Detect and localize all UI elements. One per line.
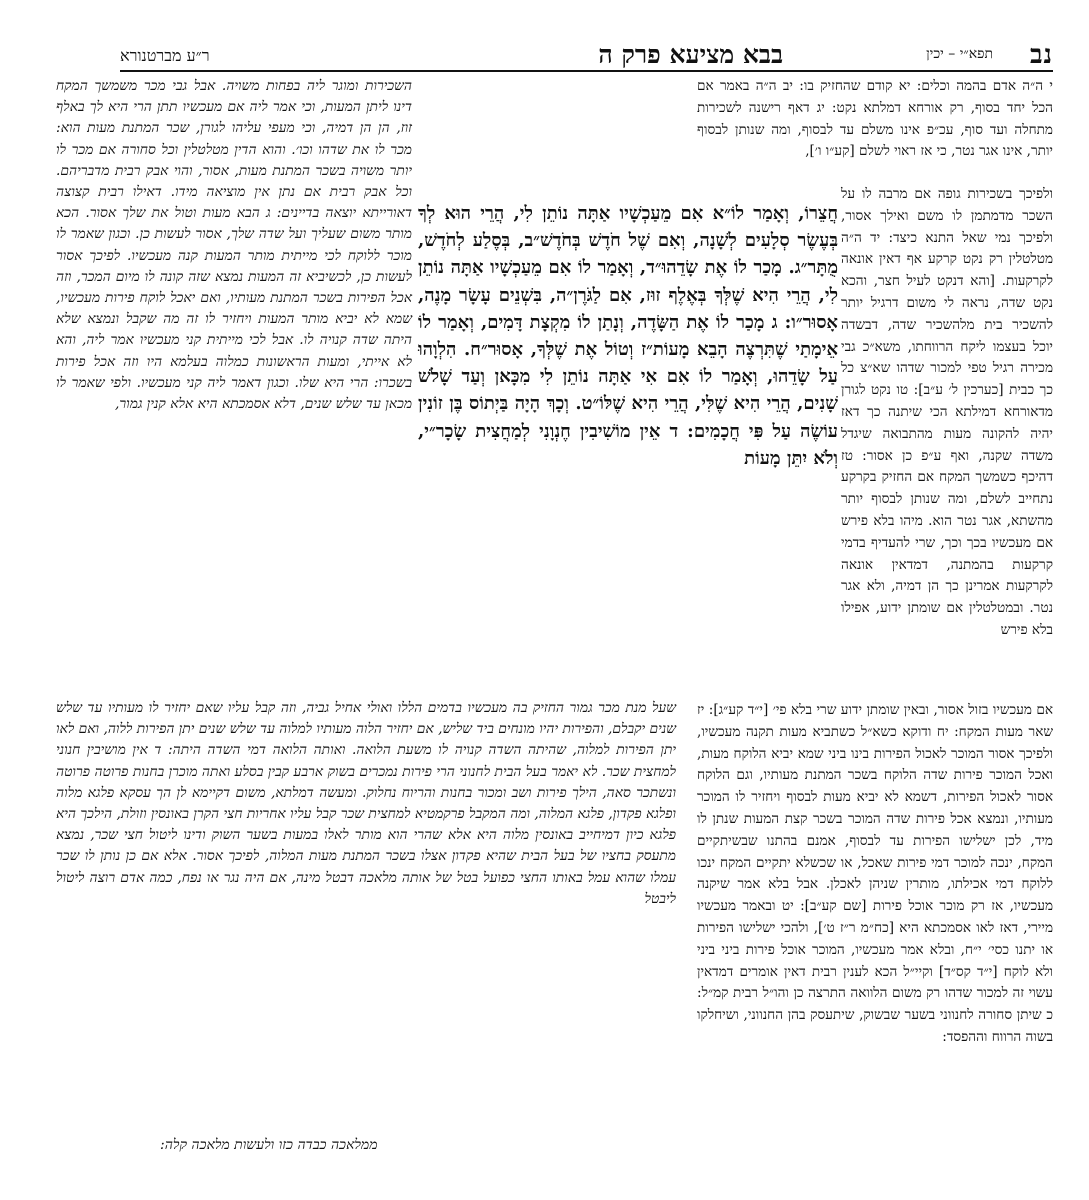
commentary-text: אם מעכשיו בזול אסור, ובאין שומתן ידוע שרי בלא פי׳ [י״ד קע״ג]: יז שאר מעות המקח: יח ודוקא כשא״ל כשתביא מעות תקנה מעכשיו, ולפיכך אסור המוכר לאכול הפירות בינו ביני שמא יביא הלוקח מעות, ואכל המוכר פירות שדה הלוקח בשכר המתנת מעותיו, וגם הלוקח אסור לאכול הפירות, דשמא לא יביא מעות לבסוף ויחזיר לו המוכר מעותיו, ונמצא אכל פירות שדה המוכר בשכר קצת המעות שנתן לו מיד, לכן ישלישו הפירות עד לבסוף, אמנם בהתנו שבשיתקיים המקח, ינכה למוכר דמי פירות שאכל, או שכשלא יתקיים המקח ינכו ללוקח דמי אכילתו, מותרין שניהן לאכלן. אבל בלא אמר שיקנה מעכשיו, אז רק מוכר אוכל פירות [שם קע״ב]: יט ובאמר מעכשיו מיירי, דאז לאו אסמכתא היא [כח״מ ר״ז ט׳], ולהכי ישלישו הפירות או יתנו כסי׳ י״ח, ובלא אמר מעכשיו, המוכר אוכל פירות ביני ביני ולא לוקח [י״ד קס״ד] וקיי״ל הכא לענין רבית דאין אומרים דמדאין עשוי זה למכור שדהו רק משום הלוואה התרצה כן והו״ל רבית קמ״ל: כ שיתן סחורה לחנווני בשער שבשוק, שיתעסק בהן החנווני, ושיחלקו בשוה הרווח וההפסד: [697,702,1053,1045]
folio-number: נב [1030,40,1053,70]
header-commentary-left: ר״ע מברטנורא [120,46,210,65]
tractate-chapter-title: בבא מציעא פרק ה [598,40,783,69]
commentary-text: י ה״ה אדם בהמה וכלים: יא קודם שהחזיק בו: יב ה״ה באמר אם הכל יחד בסוף, רק אורחא דמלתא נקט: יג דאף רישנה לשכירות מתחלה ועד סוף, עכ״פ אינו משלם עד לבסוף, ומה שנותן לבסוף יותר, אינו אגר נטר, כי אז ראוי לשלם [קע״ו ו׳], [697,78,1053,160]
running-header [120,38,1053,72]
header-commentary-right: תפא״י – יכין [926,46,993,62]
commentary-text: ולפיכך בשכירות גופה אם מרבה לו על השכר מדמתמן לו משם ואילך אסור, ולפיכך נמי שאל התנא כיצד: יד ה״ה מטלטלין רק נקט קרקע אף דאין אונאה לקרקעות. [והא דנקט לעיל חצר, והכא נקט שדה, נראה לי משום דרגיל יותר להשכיר בית מלהשכיר שדה, דבשדה יוכל בעצמו ליקח הרווחתו, משא״כ גבי מכירה רגיל טפי למכור שדהו שא״צ כל כך כבית [כערכין ל׳ ע״ב]: טו נקט לגורן מדאורחא דמילתא הכי שיתנה כך דאז יהיה להקונה מעות מהתבואה שיגדל משדה שקנה, ואף ע״פ כן אסור: טז דהיכף כשמשך המקח אם החזיק בקרקע נתחייב לשלם, ומה שנותן לבסוף יותר מהשתא, אגר נטר הוא. מיהו בלא פירש אם מעכשיו בכך וכך, שרי להעדיף בדמי קרקעות בהמתנה, דמדאין אונאה לקרקעות אמרינן כך הן דמיה, ולא אגר נטר. ובמטלטלין אם שומתן ידוע, אפילו בלא פירש [841,186,1053,638]
commentary-right-narrow [841,184,1053,642]
page-footer-line: ממלאכה כבדה כזו ולעשות מלאכה קלה: [160,1137,378,1153]
commentary-right-bottom [697,700,1053,1049]
commentary-text: שעל מנת מכר גמור החזיק בה מעכשיו בדמים הללו ואולי אחיל גביה, וזה קבל עליו שאם יחזיר לו מעותיו עד שלש שנים יקבלם, והפירות יהיו מונחים ביד שליש, אם יחזיר הלוה מעותיו למלוה עד שלש שנים יתן הפירות ללוה, ואם לאו יתן הפירות למלוה, שהיתה השדה קנויה לו משעת הלואה. ואותה הלואה דמי השדה היתה: ד אין מושיבין חנוני למחצית שכר. לא יאמר בעל הבית לחנוני הרי פירות נמכרים בשוק ארבע קבין בסלע ואתה מוכרן בחנות פרוטה פרוטה ונשתכר סאה, הילך פירות ושב ומכור בחנות והריוח נחלוק. ומעשה דמלתא, משום דקיימא לן הך עסקא פלגא מלוה ופלגא פקדון, פלגא המלוה, ומה המקבל פרקמטיא למחצית שכר קבל עליו אחריות חצי הקרן באונסין וזולת, הילכך היא פלגא כיון דמיחייב באונסין מלוה היא אלא שהרי הוא מותר לאלו במעות בשער השוק ודינו ליטול חצי שכר, נמצא מתעסק בחציו של בעל הבית שהיא פקדון אצלו בשכר המתנת מעות המלוה, לפיכך אסור. אלא אם כן נותן לו שכר עמלו שהוא עמל באותו החצי כפועל בטל של אותה מלאכה דבטל מינה, אם היה נגר או נפח, כמה אדם רוצה ליטול ליבטל [56,700,676,907]
commentary-text: השכירות ומוגר ליה בפחות משויה. אבל גבי מכר משמשך המקח דינו ליתן המעות, וכי אמר ליה אם מעכשיו תתן הרי היא לך באלף זוז, הן הן דמיה, וכי מעפי עליהו לגורן, שכר המתנת מעות הוא: מכר לו את שדהו וכו׳. והוא הדין מטלטלין וכל סחורה אם מכר לו יותר משויה בשכר המתנת מעות, אסור, והוי אבק רבית מדבריהם. וכל אבק רבית אם נתן אין מוציאה מידו. דאילו רבית קצוצה דאורייתא יוצאה בדיינים: ג הבא מעות וטול את שלך אסור. הכא מותר משום שעליך ועל שדה שלך, אסור לעשות כן. וכגון שאמר לו מוכר ללוקח לכי מייתית מותר המעות קנה מעכשיו. לפיכך אסור לעשות כן, לכשיביא זה המעות נמצא שזה קונה לו מיום המכר, וזה אכל הפירות בשכר המתנת מעותיו, ואם יאכל לוקח פירות מעכשיו, שמא לא יביא מותר המעות ויחזיר לו זה מה שקבל ונמצא שלא היתה שדה קנויה לו. אבל לכי מייתית קני מעכשיו אמר ליה, והא לא אייתי, ומעות הראשונות כמלוה בעלמא היו וזה אכל פירות בשכרו: הרי היא שלו. וכגון דאמר ליה קני מעכשיו. ולפי שאמר לו מכאן עד שלש שנים, דלא אסמכתא היא אלא קנין גמור, [56,78,412,413]
header-rule [120,70,1053,72]
commentary-left-bottom [56,698,676,910]
commentary-left-top [56,76,412,415]
mishnah-text-block [418,182,838,490]
commentary-right-top [697,76,1053,163]
mishnah-text: חֲצֵרוֹ, וְאָמַר לוֹ״א אִם מֵעַכְשָׁיו אַתָּה נוֹתֵן לִי, הֲרֵי הוּא לְךָ בְּעֶשֶׂר סְלָעִים לְשָׁנָה, וְאִם שֶׁל חֹדֶשׁ בְּחֹדֶשׁ״ב, בְּסֶלַע לְחֹדֶשׁ, מֻתָּר״ג. מָכַר לוֹ אֶת שָׂדֵהוּ״ד, וְאָמַר לוֹ אִם מֵעַכְשָׁיו אַתָּה נוֹתֵן לִי, הֲרֵי הִיא שֶׁלְּךָ בְּאֶלֶף זוּז, אִם לַגֹּרֶן״ה, בִּשְׁנֵים עָשָׂר מָנֶה, אָסוּר״ו: ג מָכַר לוֹ אֶת הַשָּׂדֶה, וְנָתַן לוֹ מִקְצָת דָּמִים, וְאָמַר לוֹ אֵימָתַי שֶׁתִּרְצֶה הָבֵא מָעוֹת״ז וְטוֹל אֶת שֶׁלְּךָ, אָסוּר״ח. הִלְוָהוּ עַל שָׂדֵהוּ, וְאָמַר לוֹ אִם אִי אַתָּה נוֹתֵן לִי מִכָּאן וְעַד שָׁלֹשׁ שָׁנִים, הֲרֵי הִיא שֶׁלִּי, הֲרֵי הִיא שֶׁלּוֹ״ט. וְכָךְ הָיָה בַּיְתוֹס בֶּן זוֹנִין עוֹשֶׂה עַל פִּי חֲכָמִים: ד אֵין מוֹשִׁיבִין חֶנְוָנִי לְמַחֲצִית שָׂכָר״י, וְלֹא יִתֵּן מָעוֹת [418,203,838,469]
